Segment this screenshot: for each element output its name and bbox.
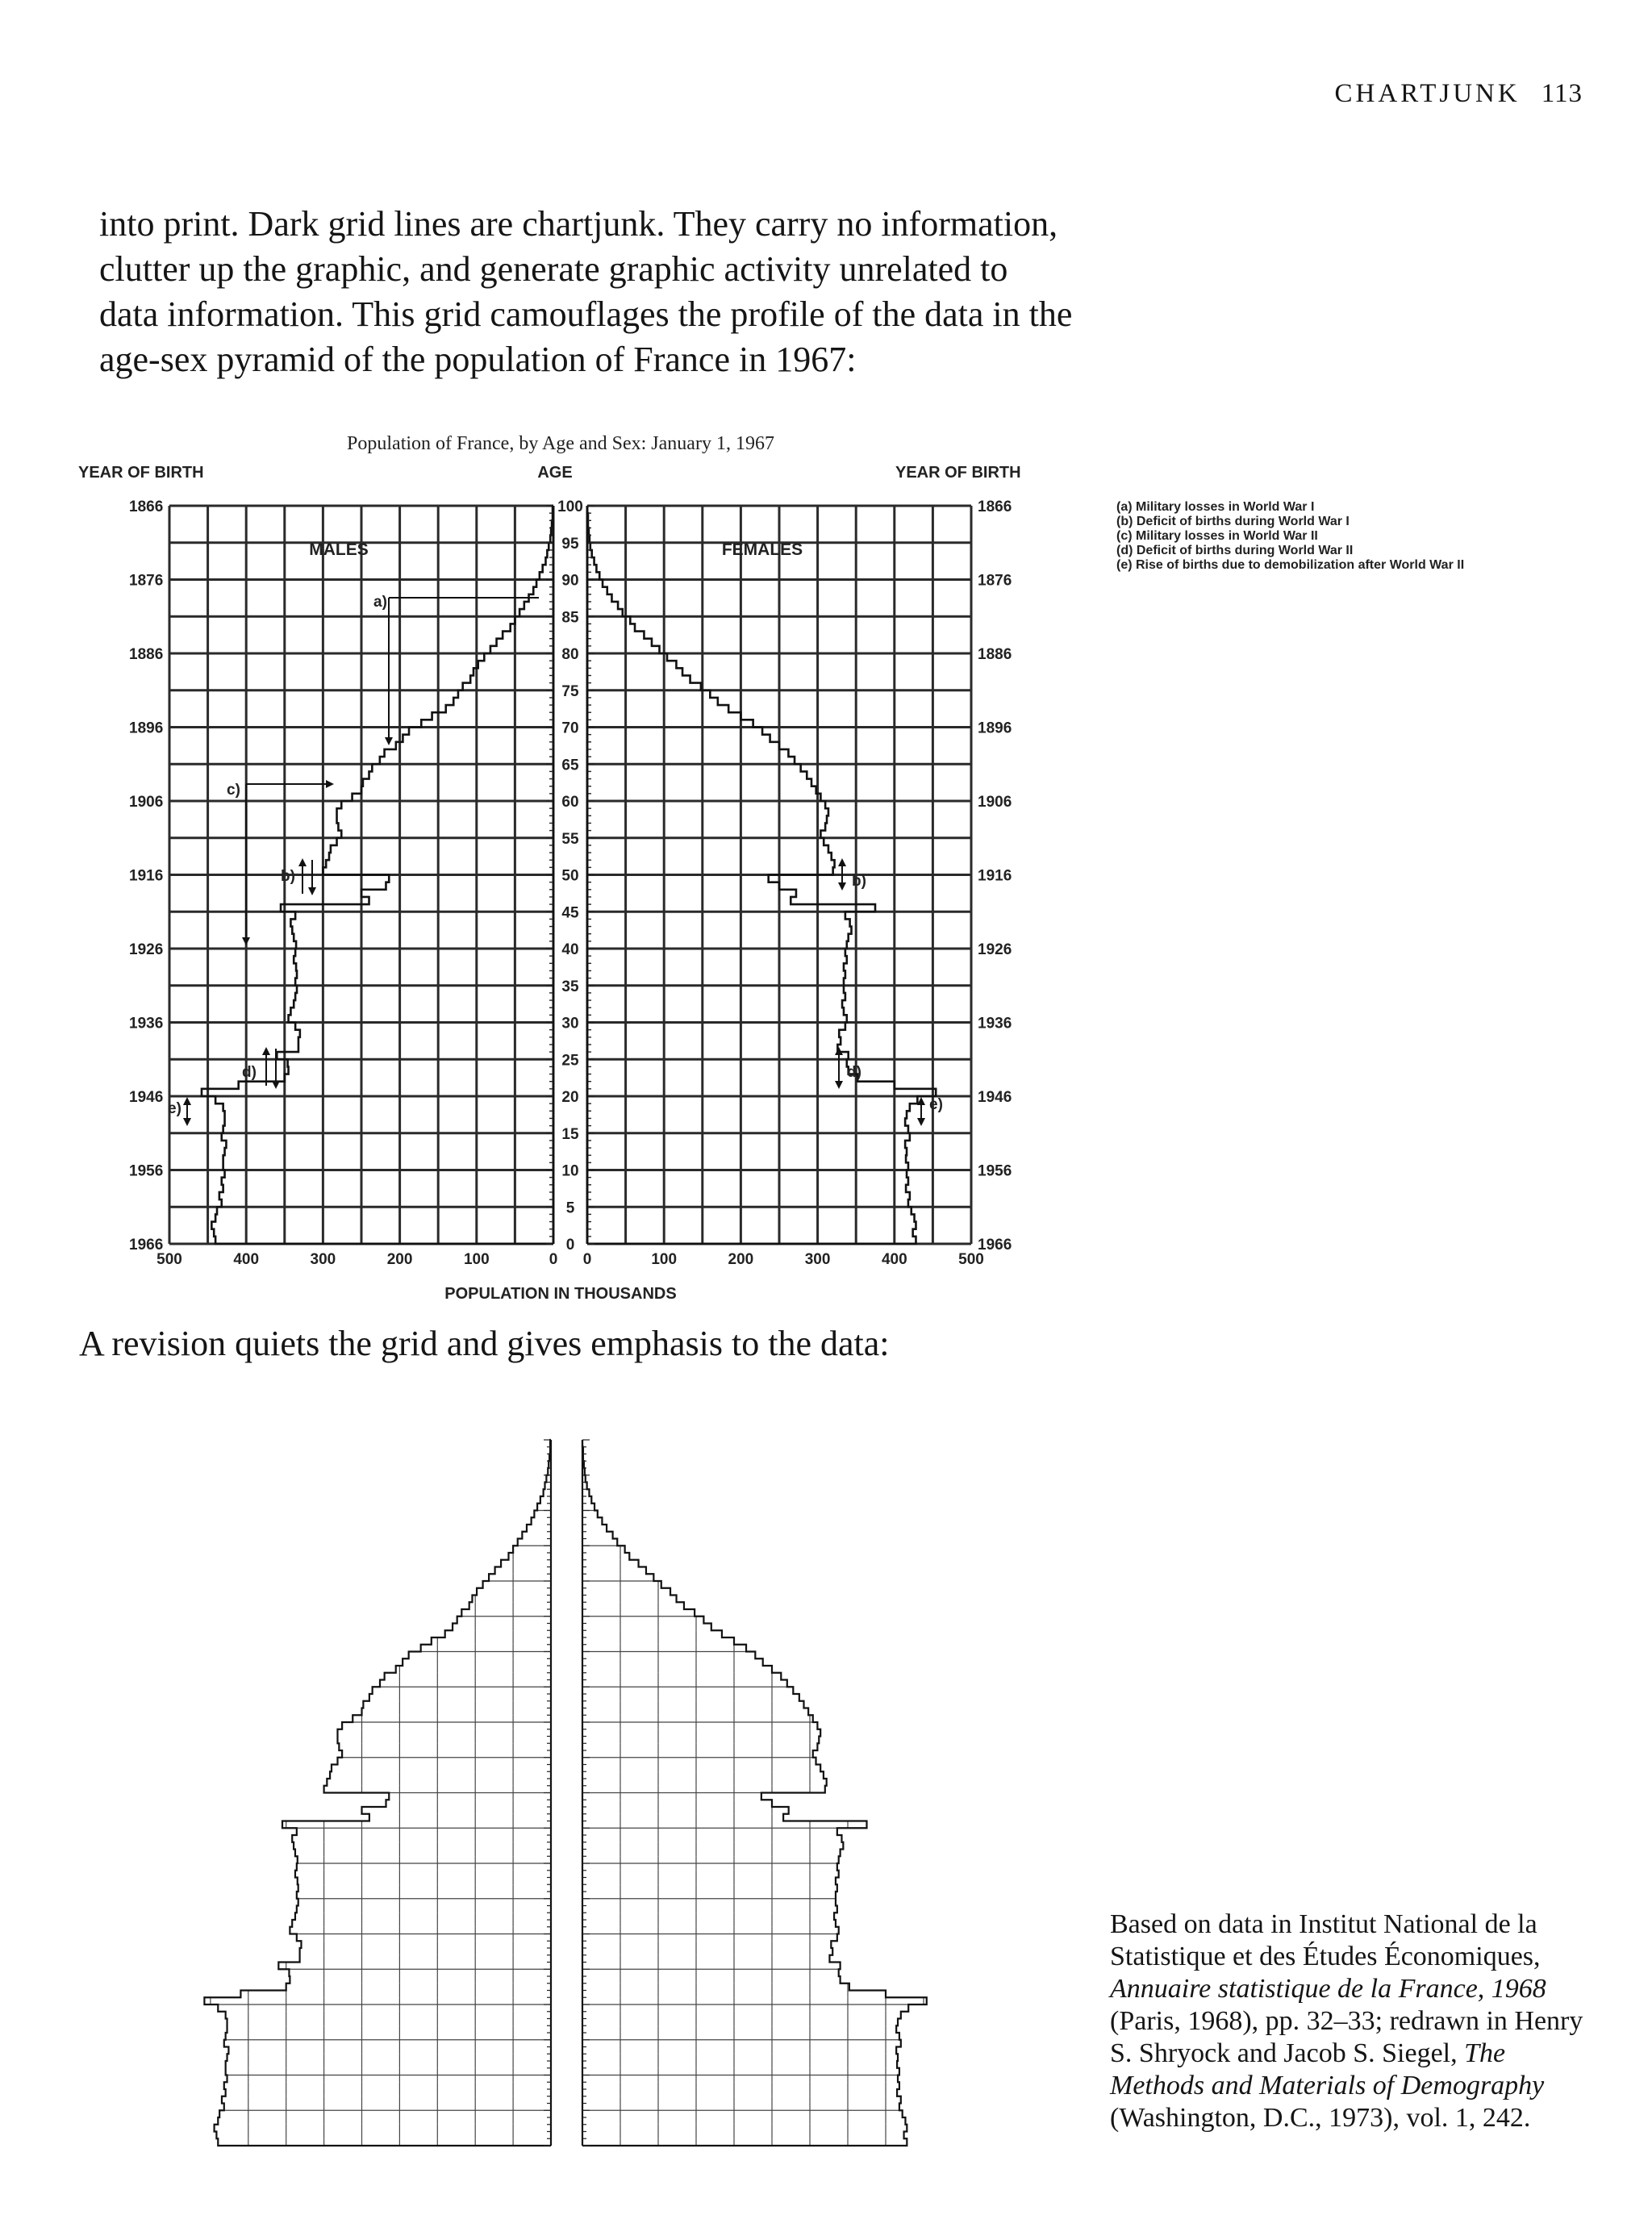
arrow-head <box>308 887 316 895</box>
revision-paragraph: A revision quiets the grid and gives emphasis to the data: <box>79 1324 890 1363</box>
age-label: 20 <box>561 1089 579 1106</box>
age-label: 10 <box>561 1162 579 1180</box>
females-label: FEMALES <box>721 540 803 559</box>
year-label-right: 1926 <box>978 941 1012 958</box>
x-tick-label-right: 0 <box>582 1251 592 1268</box>
age-label: 30 <box>561 1015 579 1032</box>
year-label-right: 1866 <box>978 499 1012 515</box>
x-tick-label-right: 100 <box>651 1251 678 1268</box>
revised-age-ticks <box>544 1440 590 2146</box>
annotation-b-right: b) <box>852 873 866 890</box>
page-number: 113 <box>1541 79 1583 108</box>
year-label-left: 1956 <box>129 1162 164 1180</box>
year-label-left: 1926 <box>129 941 164 958</box>
year-label-left: 1916 <box>129 867 164 885</box>
year-label-right: 1966 <box>978 1237 1012 1254</box>
legend-entry-c: (c) Military losses in World War II <box>1116 529 1318 543</box>
year-label-right: 1936 <box>978 1015 1012 1032</box>
year-axis-label-left: YEAR OF BIRTH <box>78 464 204 482</box>
year-label-right: 1916 <box>978 867 1012 885</box>
x-tick-label-right: 200 <box>728 1251 754 1268</box>
age-label: 55 <box>561 830 579 848</box>
x-tick-label-left: 200 <box>386 1251 413 1268</box>
year-axis-label-right: YEAR OF BIRTH <box>895 464 1021 482</box>
year-label-left: 1966 <box>129 1237 164 1254</box>
arrow-head <box>835 1081 843 1089</box>
legend-entry-a: (a) Military losses in World War I <box>1116 500 1315 514</box>
legend-entry-d: (d) Deficit of births during World War II <box>1116 544 1354 557</box>
arrow-head <box>385 737 393 745</box>
arrow-head <box>298 858 307 866</box>
year-label-right: 1956 <box>978 1162 1012 1180</box>
age-label: 40 <box>561 941 579 958</box>
annotation-c: c) <box>227 782 240 799</box>
year-label-right: 1876 <box>978 572 1012 590</box>
revised-pyramid <box>204 1440 926 2146</box>
annotation-e-left: e) <box>168 1100 181 1117</box>
year-label-right: 1886 <box>978 646 1012 663</box>
year-label-left: 1876 <box>129 572 164 590</box>
arrow-head <box>326 780 334 788</box>
year-label-right: 1896 <box>978 720 1012 737</box>
x-tick-label-left: 0 <box>549 1251 558 1268</box>
age-label: 5 <box>565 1199 575 1217</box>
age-label: 60 <box>561 794 579 811</box>
x-tick-label-left: 100 <box>463 1251 490 1268</box>
year-label-right: 1946 <box>978 1089 1012 1106</box>
age-label: 0 <box>565 1237 575 1254</box>
annotation-b-left: b) <box>281 868 295 885</box>
caption-line1: Based on data in Institut National de la Statistique et des Études Économiques, <box>1110 1909 1541 1971</box>
age-label: 45 <box>561 904 579 922</box>
year-label-left: 1866 <box>129 499 164 515</box>
age-axis-label: AGE <box>537 464 573 482</box>
legend-entry-e: (e) Rise of births due to demobilization after World War II <box>1116 558 1465 572</box>
males-label: MALES <box>309 540 369 559</box>
year-label-right: 1906 <box>978 794 1012 811</box>
arrow-head <box>272 1081 280 1089</box>
chartjunk-pyramid <box>78 433 1464 1303</box>
chart-title: Population of France, by Age and Sex: January 1, 1967 <box>347 433 774 454</box>
age-label: 15 <box>561 1125 579 1143</box>
annotation-a: a) <box>373 594 387 611</box>
caption-line3: (Washington, D.C., 1973), vol. 1, 242. <box>1110 2103 1531 2133</box>
legend-entry-b: (b) Deficit of births during World War I <box>1116 515 1350 528</box>
age-label: 100 <box>557 499 583 515</box>
age-label: 95 <box>561 535 579 553</box>
arrow-head <box>838 882 846 891</box>
age-label: 35 <box>561 978 579 995</box>
x-tick-label-left: 400 <box>233 1251 260 1268</box>
x-tick-label-left: 300 <box>310 1251 336 1268</box>
x-tick-label-left: 500 <box>156 1251 182 1268</box>
annotation-d-right: d) <box>847 1064 861 1081</box>
arrow-head <box>183 1118 191 1126</box>
caption-book-title: The Methods and Materials of Demography <box>1110 2038 1545 2100</box>
annotation-e-right: e) <box>929 1096 943 1113</box>
intro-paragraph: into print. Dark grid lines are chartjunk. They carry no information, clutter up the graphic, and generate graphic activity unrelated to data information. This grid camouflages the profile of the data in the age-sex pyramid of the population of France in 1967: <box>99 204 1073 379</box>
caption-line2: (Paris, 1968), pp. 32–33; redrawn in Henry S. Shryock and Jacob S. Siegel, <box>1110 2006 1583 2068</box>
age-label: 75 <box>561 682 579 700</box>
axis-ticks <box>129 497 1012 1268</box>
year-label-left: 1896 <box>129 720 164 737</box>
x-tick-label-right: 300 <box>804 1251 831 1268</box>
arrow-head <box>262 1047 270 1055</box>
year-label-left: 1906 <box>129 794 164 811</box>
year-label-left: 1886 <box>129 646 164 663</box>
age-label: 80 <box>561 646 579 663</box>
caption-source-title: Annuaire statistique de la France, 1968 <box>1110 1974 1546 2004</box>
age-label: 85 <box>561 609 579 627</box>
year-label-left: 1946 <box>129 1089 164 1106</box>
arrow-head <box>183 1097 191 1105</box>
x-axis-label: POPULATION IN THOUSANDS <box>444 1285 677 1303</box>
x-tick-label-right: 400 <box>881 1251 907 1268</box>
age-label: 65 <box>561 757 579 774</box>
arrow-head <box>838 858 846 866</box>
age-label: 70 <box>561 720 579 737</box>
light-grid <box>204 1475 926 2146</box>
arrow-head <box>917 1118 925 1126</box>
x-tick-label-right: 500 <box>958 1251 984 1268</box>
legend <box>1116 500 1464 572</box>
year-label-left: 1936 <box>129 1015 164 1032</box>
arrow-head <box>242 937 250 945</box>
age-label: 90 <box>561 572 579 590</box>
running-title: CHARTJUNK <box>1334 79 1521 108</box>
annotation-d-left: d) <box>242 1064 257 1081</box>
age-label: 25 <box>561 1052 579 1070</box>
age-label: 50 <box>561 867 579 885</box>
